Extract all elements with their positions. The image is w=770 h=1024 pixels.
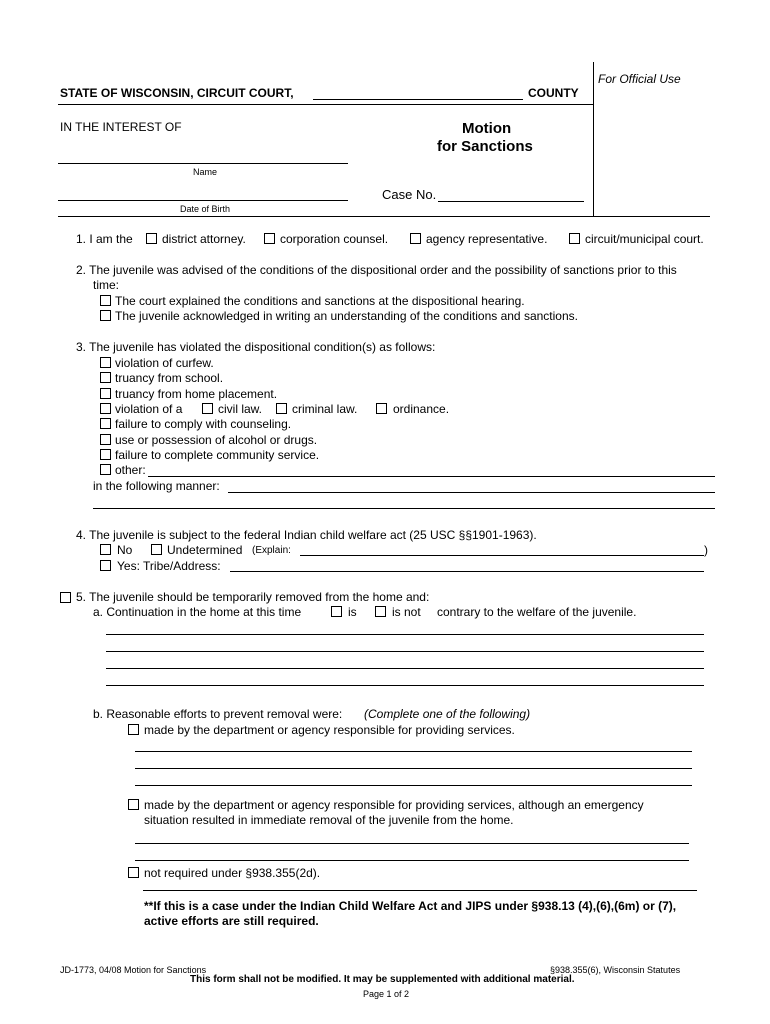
case-no-label: Case No. [382,187,437,202]
checkbox-truancy-school[interactable] [100,372,111,383]
item5a-rest: contrary to the welfare of the juvenile. [437,605,637,619]
label-court-explained: The court explained the conditions and sanctions at the dispositional hearing. [115,294,525,308]
name-field[interactable] [58,163,348,164]
label-icwa-no: No [117,543,133,557]
dob-label: Date of Birth [180,204,231,214]
checkbox-icwa-undetermined[interactable] [151,544,162,555]
manner-field-2[interactable] [93,508,715,509]
item5-text: 5. The juvenile should be temporarily removed from the home and: [76,590,430,604]
explain-close-paren: ) [704,543,708,557]
label-civil-law: civil law. [218,402,263,416]
not-required-field[interactable] [143,890,697,891]
checkbox-district-attorney[interactable] [146,233,157,244]
official-use-label: For Official Use [598,72,681,86]
item5a-field-1[interactable] [106,634,704,635]
checkbox-efforts-made[interactable] [128,724,139,735]
footer-notice: This form shall not be modified. It may be supplemented with additional material. [190,974,575,985]
item5a-text: a. Continuation in the home at this time [93,605,302,619]
checkbox-community-service[interactable] [100,449,111,460]
label-continuation-is-not: is not [392,605,421,619]
checkbox-item5[interactable] [60,592,71,603]
name-label: Name [193,167,218,177]
checkbox-truancy-placement[interactable] [100,388,111,399]
label-efforts-emergency-1: made by the department or agency responsible for providing services, although an emergency [144,798,644,812]
official-use-border [593,62,594,216]
footer-page: Page 1 of 2 [363,989,410,999]
icwa-note-line2: active efforts are still required. [144,914,319,928]
checkbox-efforts-emergency[interactable] [128,799,139,810]
label-circuit-municipal-court: circuit/municipal court. [585,232,704,246]
icwa-note-line1: **If this is a case under the Indian Child Welfare Act and JIPS under §938.13 (4),(6),(6m) or (7), [144,899,677,913]
label-counseling: failure to comply with counseling. [115,417,292,431]
county-label: COUNTY [528,86,579,100]
label-explain: (Explain: [252,545,291,556]
section-divider [58,216,710,217]
checkbox-corporation-counsel[interactable] [264,233,275,244]
checkbox-curfew[interactable] [100,357,111,368]
label-agency-representative: agency representative. [426,232,548,246]
explain-field[interactable] [300,555,704,556]
efforts-emergency-field-2[interactable] [135,860,689,861]
item1-text: 1. I am the [76,232,133,246]
checkbox-agency-representative[interactable] [410,233,421,244]
label-efforts-made: made by the department or agency responsible for providing services. [144,723,515,737]
label-community-service: failure to complete community service. [115,448,320,462]
title-motion: Motion [462,120,512,137]
label-manner: in the following manner: [93,479,220,493]
efforts-made-field-3[interactable] [135,785,692,786]
checkbox-ordinance[interactable] [376,403,387,414]
header-divider [58,104,593,105]
checkbox-juvenile-acknowledged[interactable] [100,310,111,321]
item5a-field-3[interactable] [106,668,704,669]
checkbox-icwa-no[interactable] [100,544,111,555]
item2-text-line2: time: [93,278,120,292]
label-truancy-school: truancy from school. [115,371,224,385]
label-icwa-yes: Yes: Tribe/Address: [117,559,221,573]
label-juvenile-acknowledged: The juvenile acknowledged in writing an understanding of the conditions and sanctions. [115,309,578,323]
checkbox-continuation-is-not[interactable] [375,606,386,617]
checkbox-not-required[interactable] [128,867,139,878]
label-ordinance: ordinance. [393,402,450,416]
checkbox-criminal-law[interactable] [276,403,287,414]
efforts-made-field-1[interactable] [135,751,692,752]
checkbox-violation[interactable] [100,403,111,414]
state-court-label: STATE OF WISCONSIN, CIRCUIT COURT, [60,86,294,100]
label-efforts-emergency-2: situation resulted in immediate removal of the juvenile from the home. [144,813,514,827]
label-icwa-undetermined: Undetermined [167,543,243,557]
item5a-field-2[interactable] [106,651,704,652]
dob-field[interactable] [58,200,348,201]
checkbox-court-explained[interactable] [100,295,111,306]
label-curfew: violation of curfew. [115,356,214,370]
checkbox-other[interactable] [100,464,111,475]
label-corporation-counsel: corporation counsel. [280,232,389,246]
checkbox-continuation-is[interactable] [331,606,342,617]
efforts-emergency-field-1[interactable] [135,843,689,844]
efforts-made-field-2[interactable] [135,768,692,769]
in-interest-label: IN THE INTEREST OF [60,120,182,134]
footer-statute: §938.355(6), Wisconsin Statutes [550,965,681,975]
checkbox-circuit-municipal-court[interactable] [569,233,580,244]
item2-text-line1: 2. The juvenile was advised of the conditions of the dispositional order and the possibility of sanctions prior to this [76,263,677,277]
label-truancy-placement: truancy from home placement. [115,387,278,401]
item5b-italic: (Complete one of the following) [364,707,531,721]
label-other: other: [115,463,146,477]
label-criminal-law: criminal law. [292,402,358,416]
label-not-required: not required under §938.355(2d). [144,866,321,880]
checkbox-alcohol-drugs[interactable] [100,434,111,445]
manner-field[interactable] [228,492,715,493]
label-alcohol-drugs: use or possession of alcohol or drugs. [115,433,318,447]
footer-form-id: JD-1773, 04/08 Motion for Sanctions [60,965,207,975]
other-field[interactable] [148,476,715,477]
item3-text: 3. The juvenile has violated the dispositional condition(s) as follows: [76,340,436,354]
item5b-text: b. Reasonable efforts to prevent removal were: [93,707,343,721]
case-no-field[interactable] [438,201,584,202]
checkbox-counseling[interactable] [100,418,111,429]
checkbox-icwa-yes[interactable] [100,560,111,571]
item5a-field-4[interactable] [106,685,704,686]
label-district-attorney: district attorney. [162,232,246,246]
tribe-address-field[interactable] [230,571,704,572]
checkbox-civil-law[interactable] [202,403,213,414]
county-name-field[interactable] [313,99,523,100]
label-continuation-is: is [348,605,357,619]
item4-text: 4. The juvenile is subject to the federal Indian child welfare act (25 USC §§1901-1963). [76,528,537,542]
title-sanctions: for Sanctions [437,138,533,155]
label-violation: violation of a [115,402,183,416]
